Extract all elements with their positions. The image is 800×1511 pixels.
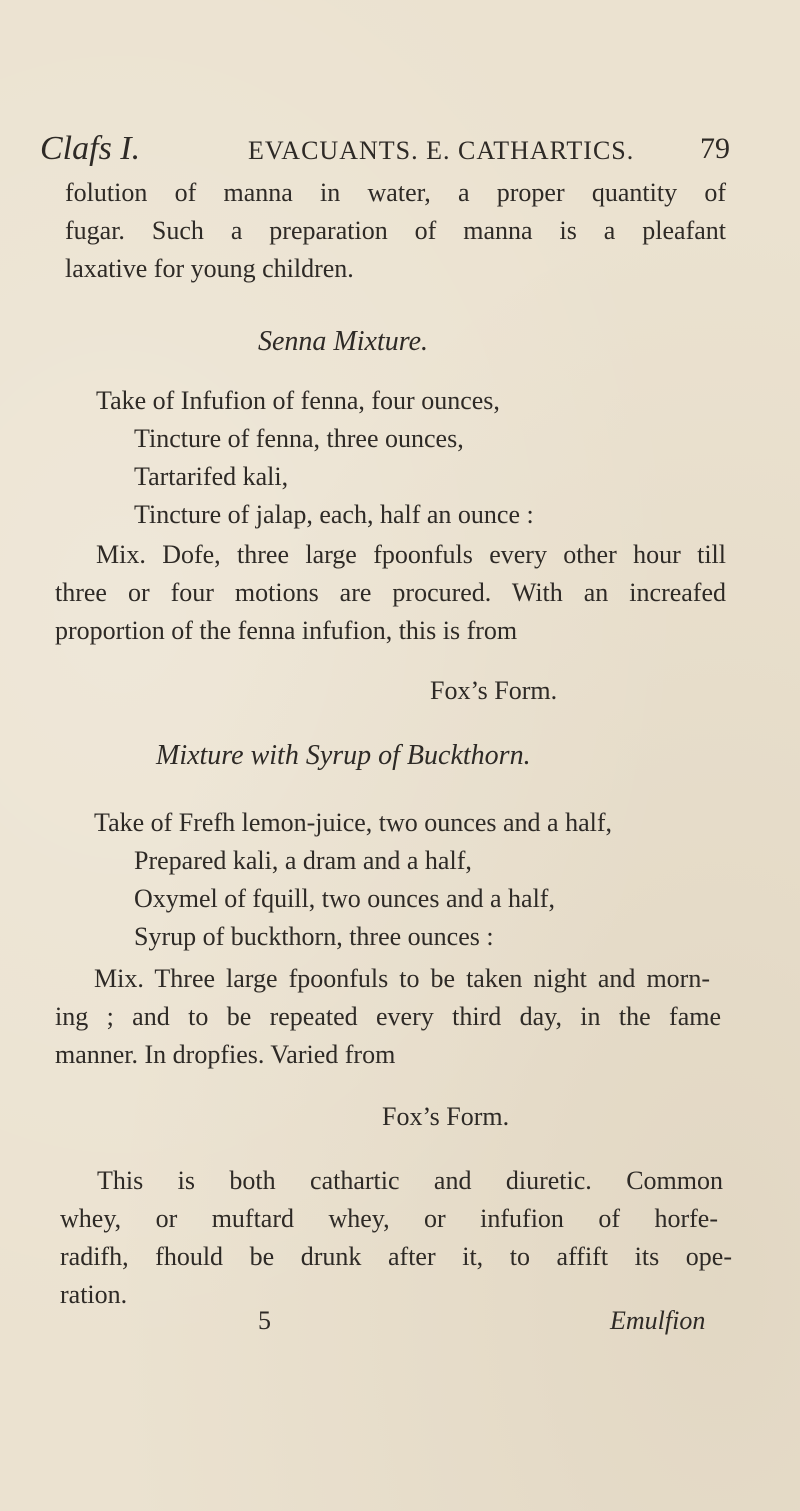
page-number: 79	[700, 132, 730, 165]
recipe-line: Tincture of fenna, three ounces,	[134, 424, 464, 453]
senna-heading: Senna Mixture.	[258, 326, 429, 357]
intro-line: laxative for young children.	[65, 254, 354, 283]
source-attribution: Fox’s Form.	[430, 676, 558, 705]
source-attribution: Fox’s Form.	[382, 1102, 510, 1131]
mix-line: three or four motions are procured. With an increafed	[55, 578, 726, 607]
mix-line: Mix. Three large fpoonfuls to be taken night and morn-	[94, 964, 710, 993]
class-label: Clafs I.	[40, 130, 141, 167]
mix-line: manner. In dropfies. Varied from	[55, 1040, 396, 1069]
buckthorn-heading: Mixture with Syrup of Buckthorn.	[156, 740, 531, 771]
recipe-line: Tartarifed kali,	[134, 462, 289, 491]
signature-mark: 5	[258, 1306, 271, 1335]
closing-line: This is both cathartic and diuretic. Common	[97, 1166, 723, 1195]
mix-line: proportion of the fenna infufion, this is from	[55, 616, 518, 645]
closing-line: ration.	[60, 1280, 128, 1309]
closing-line: whey, or muftard whey, or infufion of horfe-	[60, 1204, 718, 1233]
recipe-line: Oxymel of fquill, two ounces and a half,	[134, 884, 555, 913]
recipe-line: Prepared kali, a dram and a half,	[134, 846, 472, 875]
closing-line: radifh, fhould be drunk after it, to affift its ope-	[60, 1242, 732, 1271]
recipe-line: Take of Infufion of fenna, four ounces,	[96, 386, 500, 415]
running-header	[40, 130, 730, 174]
intro-line: fugar. Such a preparation of manna is a pleafant	[65, 216, 726, 245]
recipe-line: Take of Frefh lemon-juice, two ounces and a half,	[94, 808, 612, 837]
catchword: Emulfion	[610, 1306, 706, 1335]
mix-line: ing ; and to be repeated every third day, in the fame	[55, 1002, 721, 1031]
intro-line: folution of manna in water, a proper quantity of	[65, 178, 726, 207]
mix-line: Mix. Dofe, three large fpoonfuls every other hour till	[96, 540, 726, 569]
chapter-title: EVACUANTS. E. CATHARTICS.	[248, 136, 635, 165]
recipe-line: Syrup of buckthorn, three ounces :	[134, 922, 494, 951]
recipe-line: Tincture of jalap, each, half an ounce :	[134, 500, 534, 529]
